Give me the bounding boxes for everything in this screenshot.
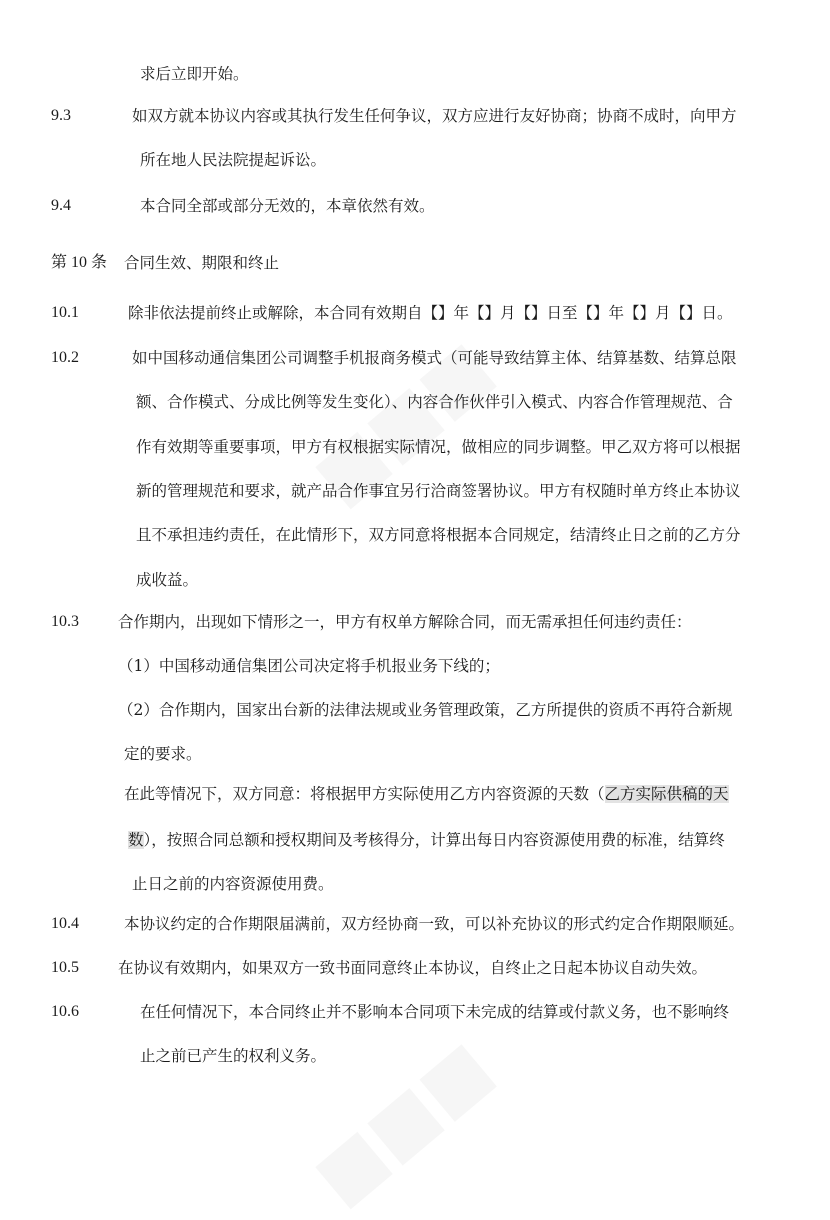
text-line: 本合同全部或部分无效的，本章依然有效。 <box>140 197 435 215</box>
clause-number: 10.6 <box>51 1003 79 1020</box>
clause-number: 10.5 <box>51 959 79 976</box>
clause-number: 9.4 <box>51 197 71 214</box>
article-title: 合同生效、期限和终止 <box>124 254 280 272</box>
text-line: 如中国移动通信集团公司调整手机报商务模式（可能导致结算主体、结算基数、结算总限 <box>132 349 737 367</box>
watermark <box>297 1024 507 1220</box>
list-item: （1）中国移动通信集团公司决定将手机报业务下线的； <box>118 657 500 675</box>
highlighted-text: 数 <box>128 831 144 849</box>
text-segment: 在此等情况下，双方同意：将根据甲方实际使用乙方内容资源的天数（ <box>124 785 605 803</box>
clause-number: 10.3 <box>51 613 79 630</box>
clause-number: 10.1 <box>51 304 79 321</box>
text-line: 所在地人民法院提起诉讼。 <box>140 151 327 169</box>
text-line: 止之前已产生的权利义务。 <box>140 1047 327 1065</box>
clause-number: 10.2 <box>51 349 79 366</box>
text-line: 除非依法提前终止或解除，本合同有效期自【】年【】月【】日至【】年【】月【】日。 <box>128 304 733 322</box>
clause-number: 10.4 <box>51 915 79 932</box>
text-line: 如双方就本协议内容或其执行发生任何争议，双方应进行友好协商；协商不成时，向甲方 <box>132 107 737 125</box>
text-line: 本协议约定的合作期限届满前，双方经协商一致，可以补充协议的形式约定合作期限顺延。 <box>124 915 745 933</box>
text-line: 新的管理规范和要求，就产品合作事宜另行洽商签署协议。甲方有权随时单方终止本协议 <box>136 482 741 500</box>
text-line: 在任何情况下，本合同终止并不影响本合同项下未完成的结算或付款义务，也不影响终 <box>140 1003 730 1021</box>
text-line: 求后立即开始。 <box>140 65 249 83</box>
list-item: （2）合作期内，国家出台新的法律法规或业务管理政策，乙方所提供的资质不再符合新规 <box>118 701 733 719</box>
text-line: 作有效期等重要事项，甲方有权根据实际情况，做相应的同步调整。甲乙双方将可以根据 <box>136 438 741 456</box>
text-line: 合作期内，出现如下情形之一，甲方有权单方解除合同，而无需承担任何违约责任： <box>118 613 692 631</box>
text-line: 且不承担违约责任，在此情形下，双方同意将根据本合同规定，结清终止日之前的乙方分 <box>136 526 741 544</box>
text-line: 额、合作模式、分成比例等发生变化）、内容合作伙伴引入模式、内容合作管理规范、合 <box>136 393 733 411</box>
list-item: 定的要求。 <box>124 745 202 763</box>
text-line: 在协议有效期内，如果双方一致书面同意终止本协议，自终止之日起本协议自动失效。 <box>118 959 708 977</box>
text-line: 成收益。 <box>136 571 199 589</box>
highlighted-text: 乙方实际供稿的天 <box>604 785 729 803</box>
text-line <box>128 830 725 850</box>
article-number: 第 10 条 <box>51 254 108 271</box>
text-line: 止日之前的内容资源使用费。 <box>132 875 334 893</box>
text-segment: ），按照合同总额和授权期间及考核得分，计算出每日内容资源使用费的标准，结算终 <box>143 831 725 849</box>
text-line <box>124 784 729 804</box>
clause-number: 9.3 <box>51 107 71 124</box>
